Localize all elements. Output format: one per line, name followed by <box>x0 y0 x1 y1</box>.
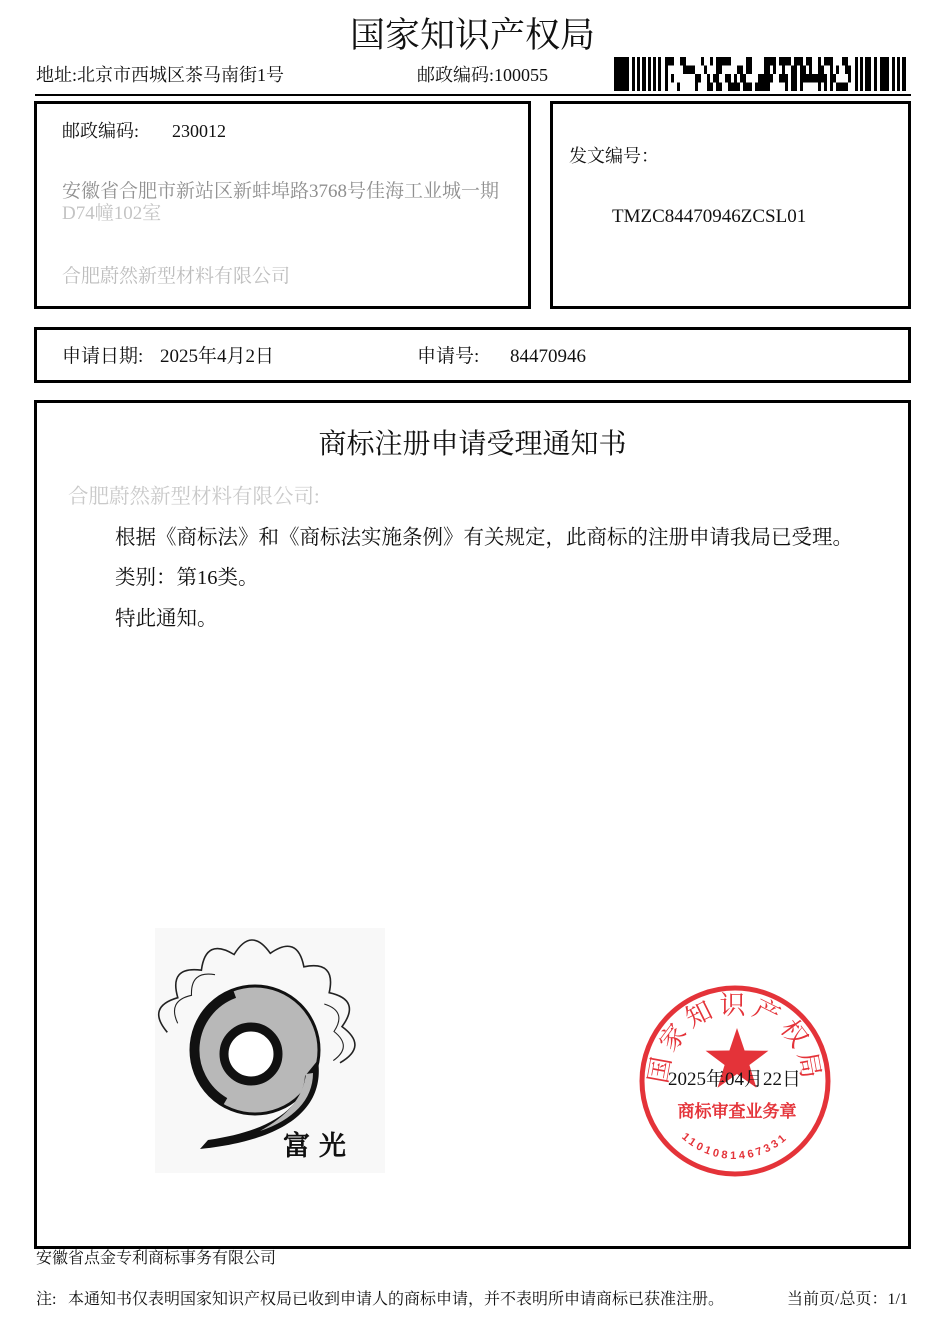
barcode-bar <box>677 83 680 92</box>
barcode-bar <box>746 83 749 92</box>
footer-note-label: 注: <box>36 1291 57 1308</box>
barcode-bar <box>794 57 797 66</box>
barcode-bar <box>767 57 770 66</box>
barcode-bar <box>683 66 686 75</box>
barcode-bar <box>764 83 767 92</box>
barcode-bar <box>809 74 812 83</box>
barcode-bar <box>860 57 863 91</box>
barcode-bar <box>800 57 803 66</box>
barcode-bar <box>680 57 683 66</box>
barcode-bar <box>782 74 785 83</box>
barcode-bar <box>734 74 737 83</box>
barcode-bar <box>731 83 734 92</box>
barcode-bar <box>740 66 743 75</box>
barcode-bar <box>770 74 773 83</box>
barcode-bar <box>818 57 821 66</box>
barcode-bar <box>719 83 722 92</box>
logo-ring-hole <box>224 1027 278 1081</box>
barcode-bar <box>848 74 851 83</box>
barcode-bar <box>710 57 713 66</box>
barcode-bar <box>689 66 692 75</box>
barcode-bar <box>658 57 661 91</box>
barcode-bar <box>665 57 668 66</box>
barcode-bar <box>782 66 785 75</box>
barcode-bar <box>812 74 815 83</box>
barcode-bar <box>818 66 821 75</box>
barcode-bar <box>719 57 722 66</box>
barcode-bar <box>755 83 758 92</box>
recipient-postcode-label: 邮政编码: <box>62 121 140 141</box>
seal-center-text: 商标审查业务章 <box>677 1102 797 1121</box>
dispatch-number: TMZC84470946ZCSL01 <box>612 206 807 227</box>
logo-wordmark: 富光 <box>283 1131 355 1161</box>
barcode-bar <box>836 66 839 75</box>
barcode-bar <box>830 74 833 83</box>
application-box <box>34 327 911 383</box>
barcode-bar <box>794 74 797 83</box>
barcode-bar <box>785 57 788 66</box>
dispatch-box <box>550 101 911 309</box>
barcode-bar <box>716 83 719 92</box>
barcode-bar <box>788 57 791 66</box>
barcode-bar <box>836 83 839 92</box>
barcode-bar <box>855 57 858 91</box>
barcode-bar <box>773 57 776 66</box>
barcode-bar <box>692 66 695 75</box>
barcode-bar <box>734 83 737 92</box>
recipient-postcode: 230012 <box>172 121 226 141</box>
barcode-bar <box>698 74 701 83</box>
barcode-bar <box>665 74 668 83</box>
barcode-bar <box>803 66 806 75</box>
barcode-bar <box>749 66 752 75</box>
barcode-bar <box>779 57 782 66</box>
barcode-bar <box>761 74 764 83</box>
barcode-bar <box>800 66 803 75</box>
barcode-bar <box>728 57 731 66</box>
barcode-bar <box>749 57 752 66</box>
barcode-bar <box>671 57 674 66</box>
barcode-bar <box>686 66 689 75</box>
barcode-bar <box>701 57 704 66</box>
barcode-bar <box>806 74 809 83</box>
barcode-bar <box>740 74 743 83</box>
barcode-bar <box>794 83 797 92</box>
barcode-bar <box>728 74 731 83</box>
barcode-bar <box>800 83 803 92</box>
recipient-address-line2: D74幢102室 <box>62 203 162 224</box>
recipient-address-line1: 安徽省合肥市新站区新蚌埠路3768号佳海工业城一期 <box>62 181 500 202</box>
barcode-bar <box>845 57 848 66</box>
notice-title: 商标注册申请受理通知书 <box>318 429 627 460</box>
barcode-bar <box>614 57 629 91</box>
barcode-bar <box>818 83 821 92</box>
barcode-bar <box>770 57 773 66</box>
barcode-bar <box>818 74 821 83</box>
barcode-bar <box>725 74 728 83</box>
notice-addressee: 合肥蔚然新型材料有限公司: <box>68 486 320 508</box>
barcode-bar <box>824 74 827 83</box>
header-divider <box>35 94 911 96</box>
seal-code-wrapper <box>679 1131 790 1162</box>
barcode-bar <box>716 66 719 75</box>
barcode-bar <box>632 57 635 91</box>
barcode-bar <box>749 83 752 92</box>
barcode-bar <box>767 66 770 75</box>
seal-code: 1101081467331 <box>679 1130 791 1162</box>
page-indicator: 当前页/总页：1/1 <box>787 1291 908 1308</box>
barcode-bar <box>637 57 640 91</box>
barcode-bar <box>874 57 877 91</box>
barcode-bar <box>758 74 761 83</box>
barcode-bar <box>897 57 900 91</box>
barcode-bar <box>791 74 794 83</box>
notice-paragraph: 根据《商标法》和《商标法实施条例》有关规定，此商标的注册申请我局已受理。 <box>115 527 853 549</box>
barcode-bar <box>797 57 800 66</box>
footer-agency: 安徽省点金专利商标事务有限公司 <box>36 1250 277 1267</box>
application-number-label: 申请号: <box>417 346 480 367</box>
barcode-bar <box>779 74 782 83</box>
barcode-bar <box>695 74 698 83</box>
barcode-bar <box>737 66 740 75</box>
barcode-bar <box>665 66 668 75</box>
barcode-bar <box>764 57 767 66</box>
barcode-bar <box>668 57 671 66</box>
notice-box <box>34 400 911 1249</box>
barcode-bar <box>653 57 656 91</box>
barcode-bar <box>833 74 836 83</box>
barcode-bar <box>725 57 728 66</box>
barcode-bar <box>791 83 794 92</box>
barcode-bar <box>880 57 889 91</box>
barcode-bar <box>845 66 848 75</box>
barcode-bar <box>842 57 845 66</box>
barcode-bar <box>758 83 761 92</box>
application-number: 84470946 <box>510 346 586 367</box>
barcode-bar <box>737 83 740 92</box>
barcode-bar <box>683 57 686 66</box>
barcode-bar <box>642 57 646 91</box>
barcode-bar <box>865 57 871 91</box>
barcode-bar <box>767 74 770 83</box>
barcode-bar <box>791 66 794 75</box>
application-date: 2025年4月2日 <box>160 346 275 367</box>
barcode-bar <box>746 57 749 66</box>
barcode-bar <box>716 57 719 66</box>
barcode-bar <box>764 74 767 83</box>
barcode-bar <box>809 57 812 66</box>
agency-title: 国家知识产权局 <box>349 16 595 55</box>
barcode-bar <box>785 74 788 83</box>
barcode-bar <box>716 74 719 83</box>
barcode-bar <box>827 57 830 66</box>
barcode-bar <box>902 57 906 91</box>
dispatch-number-label: 发文编号： <box>569 146 659 166</box>
barcode-bar <box>707 83 710 92</box>
application-date-label: 申请日期: <box>62 346 144 367</box>
barcode-bar <box>794 66 797 75</box>
barcode-bar <box>830 83 833 92</box>
barcode-bar <box>800 74 803 83</box>
barcode-bar <box>824 83 827 92</box>
barcode-bar <box>848 66 851 75</box>
barcode-bar <box>648 57 651 91</box>
barcode-bar <box>773 66 776 75</box>
barcode-bar <box>707 74 710 83</box>
barcode-bar <box>710 83 713 92</box>
barcode-bar <box>842 83 845 92</box>
notice-closing: 特此通知。 <box>115 608 218 630</box>
agency-address: 地址:北京市西城区茶马南街1号 <box>36 65 284 85</box>
barcode-bar <box>764 66 767 75</box>
recipient-box <box>34 101 531 309</box>
barcode-bar <box>704 66 707 75</box>
barcode-bar <box>767 83 770 92</box>
seal-arc-text: 国家知识产权局 <box>643 991 827 1086</box>
barcode-bar <box>761 83 764 92</box>
agency-postcode: 邮政编码:100055 <box>417 65 549 85</box>
barcode-bar <box>830 66 833 75</box>
barcode-bar <box>722 57 725 66</box>
barcode-bar <box>746 66 749 75</box>
barcode-bar <box>821 66 824 75</box>
barcode-bar <box>785 83 788 92</box>
barcode-bar <box>803 74 806 83</box>
barcode-bar <box>824 57 827 66</box>
notice-issue-date: 2025年04月22日 <box>668 1069 802 1090</box>
barcode-bar <box>743 74 746 83</box>
barcode-bar <box>782 57 785 66</box>
barcode-bar <box>845 83 848 92</box>
barcode-bar <box>809 66 812 75</box>
barcode-bar <box>665 83 668 92</box>
barcode-bar <box>830 57 833 66</box>
barcode-bar <box>839 83 842 92</box>
barcode-bar <box>719 66 722 75</box>
barcode-bar <box>815 74 818 83</box>
barcode <box>614 57 906 91</box>
barcode-bar <box>821 74 824 83</box>
barcode-bar <box>671 74 674 83</box>
barcode-bar <box>892 57 895 91</box>
trademark-logo <box>155 928 385 1173</box>
notice-class: 类别：第16类。 <box>115 567 259 589</box>
barcode-bar <box>713 74 716 83</box>
barcode-bar <box>695 83 698 92</box>
footer-note: 本通知书仅表明国家知识产权局已收到申请人的商标申请，并不表明所申请商标已获准注册。 <box>68 1291 725 1308</box>
barcode-bar <box>806 57 809 66</box>
barcode-bar <box>728 83 731 92</box>
recipient-company: 合肥蔚然新型材料有限公司 <box>62 266 291 287</box>
barcode-bar <box>743 83 746 92</box>
